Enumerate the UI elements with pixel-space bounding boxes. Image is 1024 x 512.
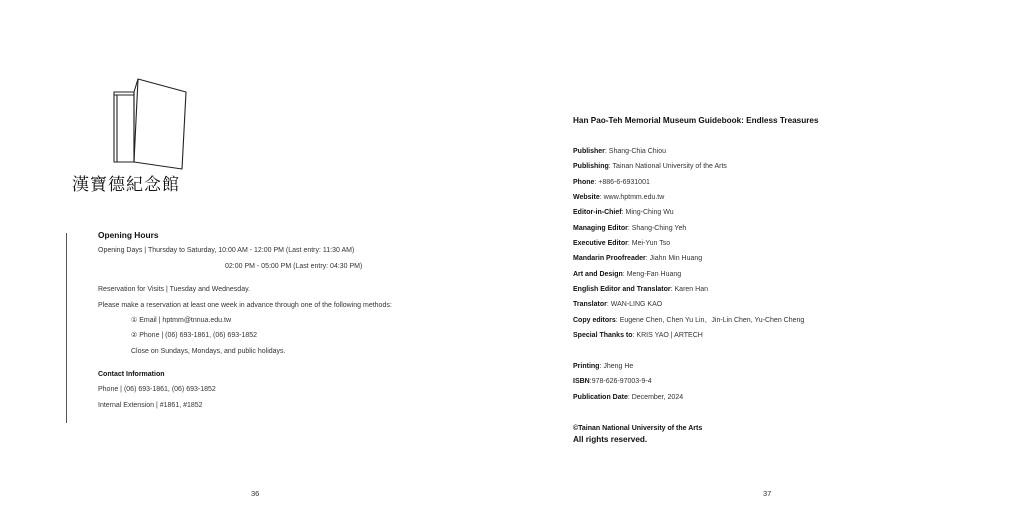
right-page	[512, 0, 1024, 512]
credit-row: Printing: Jheng He	[573, 363, 634, 370]
rights-reserved-line: All rights reserved.	[573, 435, 648, 444]
credit-row: Translator: WAN-LING KAO	[573, 301, 663, 309]
afternoon-hours-line: 02:00 PM - 05:00 PM (Last entry: 04:30 PM)	[225, 262, 363, 270]
credits-list	[573, 144, 804, 343]
opening-hours-section	[98, 228, 392, 359]
credit-row: Editor-in-Chief: Ming-Ching Wu	[573, 209, 674, 217]
vertical-divider	[66, 233, 67, 423]
credit-row: Phone: +886-6-6931001	[573, 178, 650, 186]
copyright-line: ©Tainan National University of the Arts	[573, 425, 703, 432]
credit-row: Publishing: Tainan National University of the Arts	[573, 163, 727, 171]
credit-row: Managing Editor: Shang-Ching Yeh	[573, 224, 687, 232]
reservation-days-line: Reservation for Visits | Tuesday and Wednesday.	[98, 286, 251, 294]
reservation-phone-line: ② Phone | (06) 693-1861, (06) 693-1852	[131, 332, 258, 340]
credit-row: Art and Design: Meng-Fan Huang	[573, 270, 682, 278]
page-number: 36	[251, 489, 260, 498]
reservation-email-line: ① Email | hptmm@tnnua.edu.tw	[131, 317, 232, 325]
contact-extension-line: Internal Extension | #1861, #1852	[98, 401, 203, 409]
page-number: 37	[763, 489, 772, 498]
closed-days-line: Close on Sundays, Mondays, and public holidays.	[131, 347, 286, 355]
credit-row: ISBN:978-626-97003-9-4	[573, 378, 652, 386]
credit-row: English Editor and Translator: Karen Han	[573, 286, 708, 294]
museum-logo	[70, 76, 230, 200]
credit-row: Publication Date: December, 2024	[573, 393, 684, 401]
contact-phone-line: Phone | (06) 693-1861, (06) 693-1852	[98, 386, 216, 394]
contact-section	[98, 367, 216, 413]
printing-info	[573, 359, 683, 405]
copyright-notice	[573, 423, 702, 445]
credit-row: Website: www.hptmm.edu.tw	[573, 194, 665, 202]
credit-row: Executive Editor: Mei-Yun Tso	[573, 240, 671, 248]
guidebook-title: Han Pao-Teh Memorial Museum Guidebook: Endless Treasures	[573, 116, 819, 125]
contact-heading: Contact Information	[98, 371, 165, 378]
logo-chinese-text: 漢寶德紀念館	[72, 175, 180, 195]
credit-row: Special Thanks to: KRIS YAO | ARTECH	[573, 332, 703, 340]
opening-hours-heading: Opening Hours	[98, 230, 159, 240]
opening-days-line: Opening Days | Thursday to Saturday, 10:00 AM - 12:00 PM (Last entry: 11:30 AM)	[98, 247, 355, 255]
credit-row: Copy editors: Eugene Chen, Chen Yu Lin、Jin-Lin Chen, Yu-Chen Cheng	[573, 316, 805, 324]
credit-row: Mandarin Proofreader: Jiahn Min Huang	[573, 255, 703, 263]
reservation-advance-line: Please make a reservation at least one week in advance through one of the following methods:	[98, 301, 392, 309]
credit-row: Publisher: Shang-Chia Chiou	[573, 148, 666, 155]
